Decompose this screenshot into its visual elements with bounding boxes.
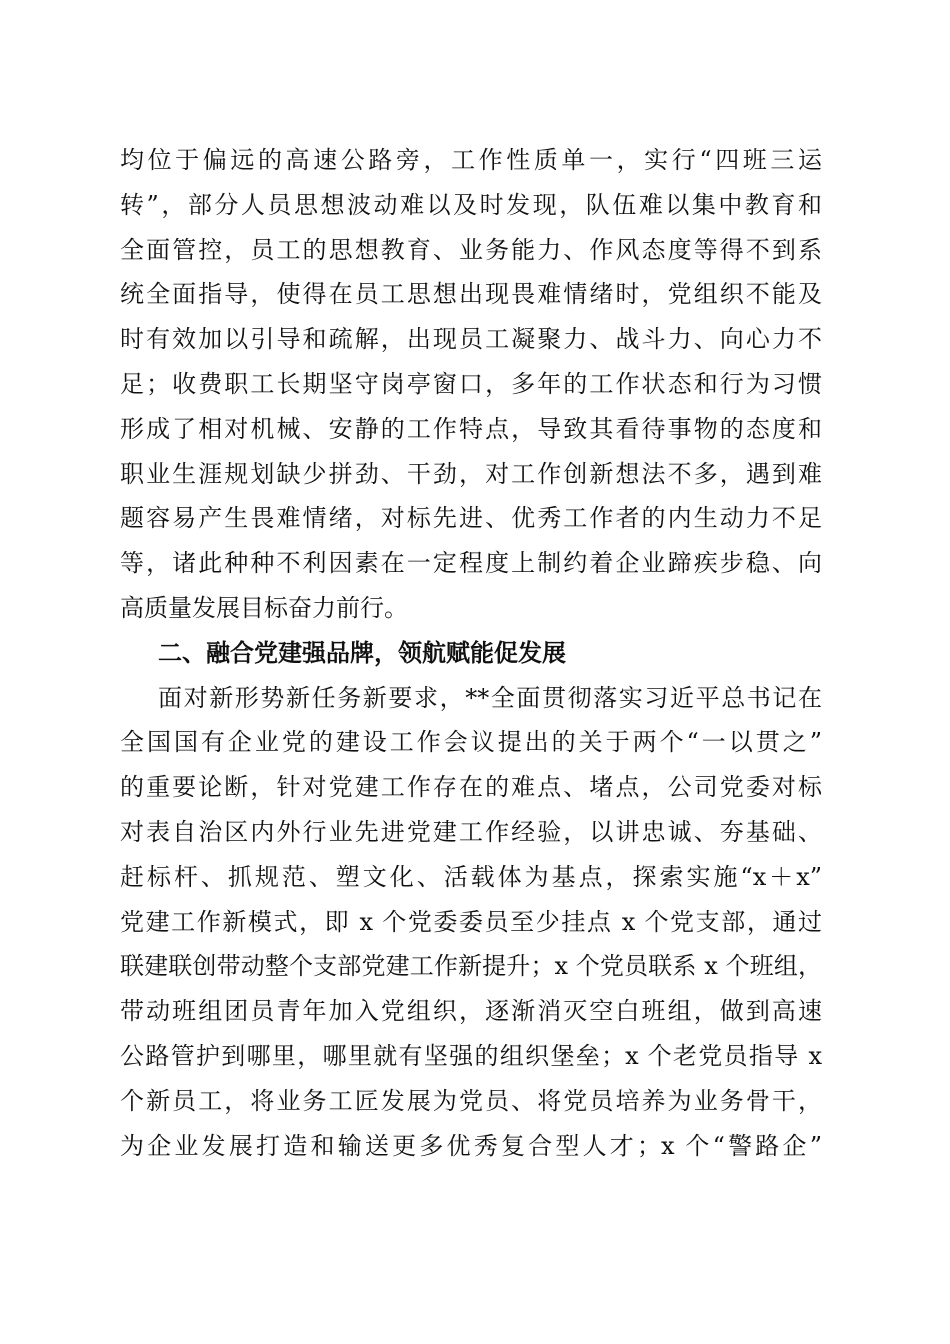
text-line: 形成了相对机械、安静的工作特点，导致其看待事物的态度和	[120, 414, 822, 443]
text-line: 的重要论断，针对党建工作存在的难点、堵点，公司党委对标	[120, 773, 822, 802]
text-line: 题容易产生畏难情绪，对标先进、优秀工作者的内生动力不足	[120, 504, 822, 533]
text-line: 公路管护到哪里，哪里就有坚强的组织堡垒；x 个老党员指导 x	[120, 1041, 822, 1070]
text-line: 转”，部分人员思想波动难以及时发现，队伍难以集中教育和	[120, 190, 822, 219]
section-heading: 二、融合党建强品牌，领航赋能促发展	[158, 638, 566, 667]
paragraph-party-building	[120, 676, 822, 1169]
document-page	[120, 138, 822, 1168]
text-line: 统全面指导，使得在员工思想出现畏难情绪时，党组织不能及	[120, 280, 822, 309]
text-line: 赶标杆、抓规范、塑文化、活载体为基点，探索实施“x＋x”	[120, 862, 822, 891]
text-line: 为企业发展打造和输送更多优秀复合型人才；x 个“警路企”	[120, 1131, 822, 1160]
text-line: 带动班组团员青年加入党组织，逐渐消灭空白班组，做到高速	[120, 997, 822, 1026]
text-line: 个新员工，将业务工匠发展为党员、将党员培养为业务骨干，	[120, 1086, 822, 1115]
text-line: 高质量发展目标奋力前行。	[120, 593, 408, 622]
text-line: 对表自治区内外行业先进党建工作经验，以讲忠诚、夯基础、	[120, 817, 822, 846]
paragraph-challenges	[120, 138, 822, 631]
text-line: 全面管控，员工的思想教育、业务能力、作风态度等得不到系	[120, 235, 822, 264]
text-line: 全国国有企业党的建设工作会议提出的关于两个“一以贯之”	[120, 728, 822, 757]
text-line: 足；收费职工长期坚守岗亭窗口，多年的工作状态和行为习惯	[120, 369, 822, 398]
text-line: 时有效加以引导和疏解，出现员工凝聚力、战斗力、向心力不	[120, 325, 822, 354]
text-line: 党建工作新模式，即 x 个党委委员至少挂点 x 个党支部，通过	[120, 907, 822, 936]
text-line: 职业生涯规划缺少拼劲、干劲，对工作创新想法不多，遇到难	[120, 459, 822, 488]
text-line: 均位于偏远的高速公路旁，工作性质单一，实行“四班三运	[120, 146, 822, 174]
text-line: 等，诸此种种不利因素在一定程度上制约着企业蹄疾步稳、向	[120, 549, 822, 578]
text-line: 联建联创带动整个支部党建工作新提升；x 个党员联系 x 个班组，	[120, 952, 822, 981]
text-line: 面对新形势新任务新要求，**全面贯彻落实习近平总书记在	[158, 683, 822, 712]
